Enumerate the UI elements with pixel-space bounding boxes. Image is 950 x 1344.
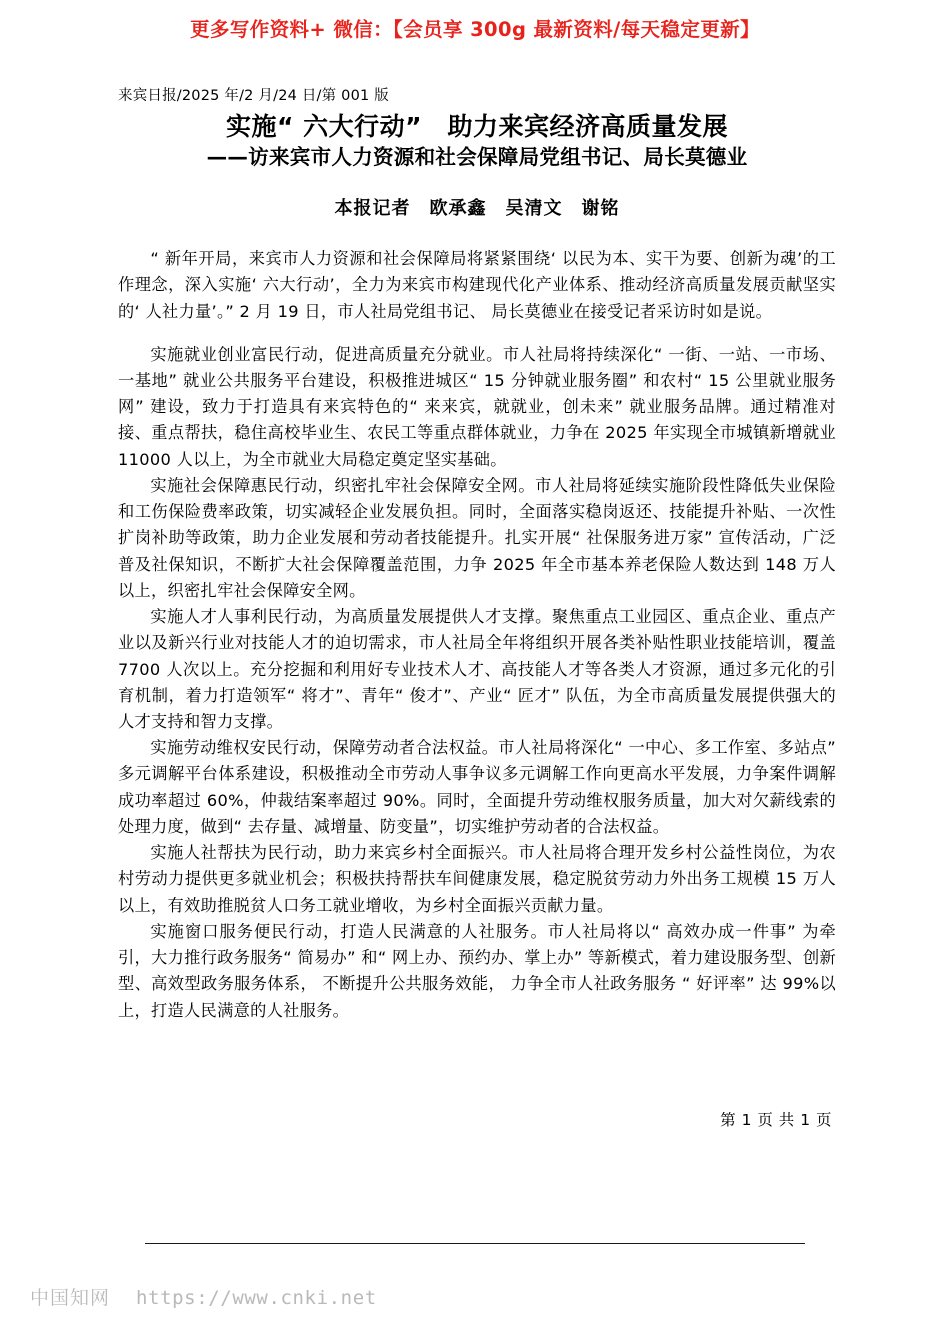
footer-divider [145, 1243, 805, 1244]
page-title: 实施“ 六大行动” 助力来宾经济高质量发展 [225, 112, 729, 142]
page-number: 第 1 页 共 1 页 [720, 1111, 832, 1129]
article-paragraph: “ 新年开局，来宾市人力资源和社会保障局将紧紧围绕‘ 以民为本、实干为要、创新为魂’的工作理念，深入实施‘ 六大行动’，全力为来宾市构建现代化产业体系、推动经济高质量发展贡献坚实的‘ 人社力量’。” 2 月 19 日，市人社局党组书记、 局长莫德业在接受记者采访时如是说。 [118, 249, 836, 321]
article-paragraph: 实施窗口服务便民行动，打造人民满意的人社服务。市人社局将以“ 高效办成一件事” 为牵引，大力推行政务服务“ 简易办” 和“ 网上办、预约办、掌上办” 等新模式，着力建设服务型、创新型、高效型政务服务体系， 不断提升公共服务效能， 力争全市人社政务服务 “ 好评率” 达 99%以上，打造人民满意的人社服务。 [118, 921, 836, 1020]
article-paragraph: 实施劳动维权安民行动，保障劳动者合法权益。市人社局将深化“ 一中心、多工作室、多站点” 多元调解平台体系建设，积极推动全市劳动人事争议多元调解工作向更高水平发展，力争案件调解成功率超过 60%，仲裁结案率超过 90%。同时，全面提升劳动维权服务质量，加大对欠薪线索的处理力度，做到“ 去存量、减增量、防变量”，切实维护劳动者的合法权益。 [118, 738, 836, 836]
byline: 本报记者 欧承鑫 吴清文 谢铭 [334, 198, 620, 220]
article-paragraph: 实施社会保障惠民行动，织密扎牢社会保障安全网。市人社局将延续实施阶段性降低失业保险和工伤保险费率政策，切实减轻企业发展负担。同时，全面落实稳岗返还、技能提升补贴、一次性扩岗补助等政策，助力企业发展和劳动者技能提升。扎实开展“ 社保服务进万家” 宣传活动，广泛普及社保知识，不断扩大社会保障覆盖范围，力争 2025 年全市基本养老保险人数达到 148 万人以上，织密扎牢社会保障安全网。 [118, 475, 836, 600]
source-line: 来宾日报/2025 年/2 月/24 日/第 001 版 [118, 88, 389, 104]
article-paragraph: 实施人社帮扶为民行动，助力来宾乡村全面振兴。市人社局将合理开发乡村公益性岗位，为农村劳动力提供更多就业机会；积极扶持帮扶车间健康发展，稳定脱贫劳动力外出务工规模 15 万人以上，有效助推脱贫人口务工就业增收，为乡村全面振兴贡献力量。 [118, 843, 836, 915]
page-subtitle: ——访来宾市人力资源和社会保障局党组书记、局长莫德业 [206, 145, 748, 170]
document-content [118, 88, 836, 1024]
article-paragraph: 实施人才人事利民行动，为高质量发展提供人才支撑。聚焦重点工业园区、重点企业、重点产业以及新兴行业对技能人才的迫切需求，市人社局全年将组织开展各类补贴性职业技能培训，覆盖 7700 人次以上。充分挖掘和利用好专业技术人才、高技能人才等各类人才资源，通过多元化的引育机制，着力打造领军“ 将才”、青年“ 俊才”、产业“ 匠才” 队伍，为全市高质量发展提供强大的人才支持和智力支撑。 [118, 607, 836, 732]
cnki-url-label: https://www.cnki.net [136, 1287, 377, 1309]
article-paragraph: 实施就业创业富民行动，促进高质量充分就业。市人社局将持续深化“ 一街、一站、一市场、一基地” 就业公共服务平台建设，积极推进城区“ 15 分钟就业服务圈” 和农村“ 15 公里就业服务网” 建设，致力于打造具有来宾特色的“ 来来宾，就就业，创未来” 就业服务品牌。通过精准对接、重点帮扶，稳住高校毕业生、农民工等重点群体就业，力争在 2025 年实现全市城镇新增就业 11000 人以上，为全市就业大局稳定奠定坚实基础。 [118, 344, 836, 469]
cnki-watermark [30, 1283, 377, 1310]
cnki-brand-label: 中国知网 [30, 1287, 111, 1309]
promo-banner-text: 更多写作资料+ 微信：【会员享 300g 最新资料/每天稳定更新】 [190, 18, 760, 41]
article-body [118, 246, 836, 1024]
